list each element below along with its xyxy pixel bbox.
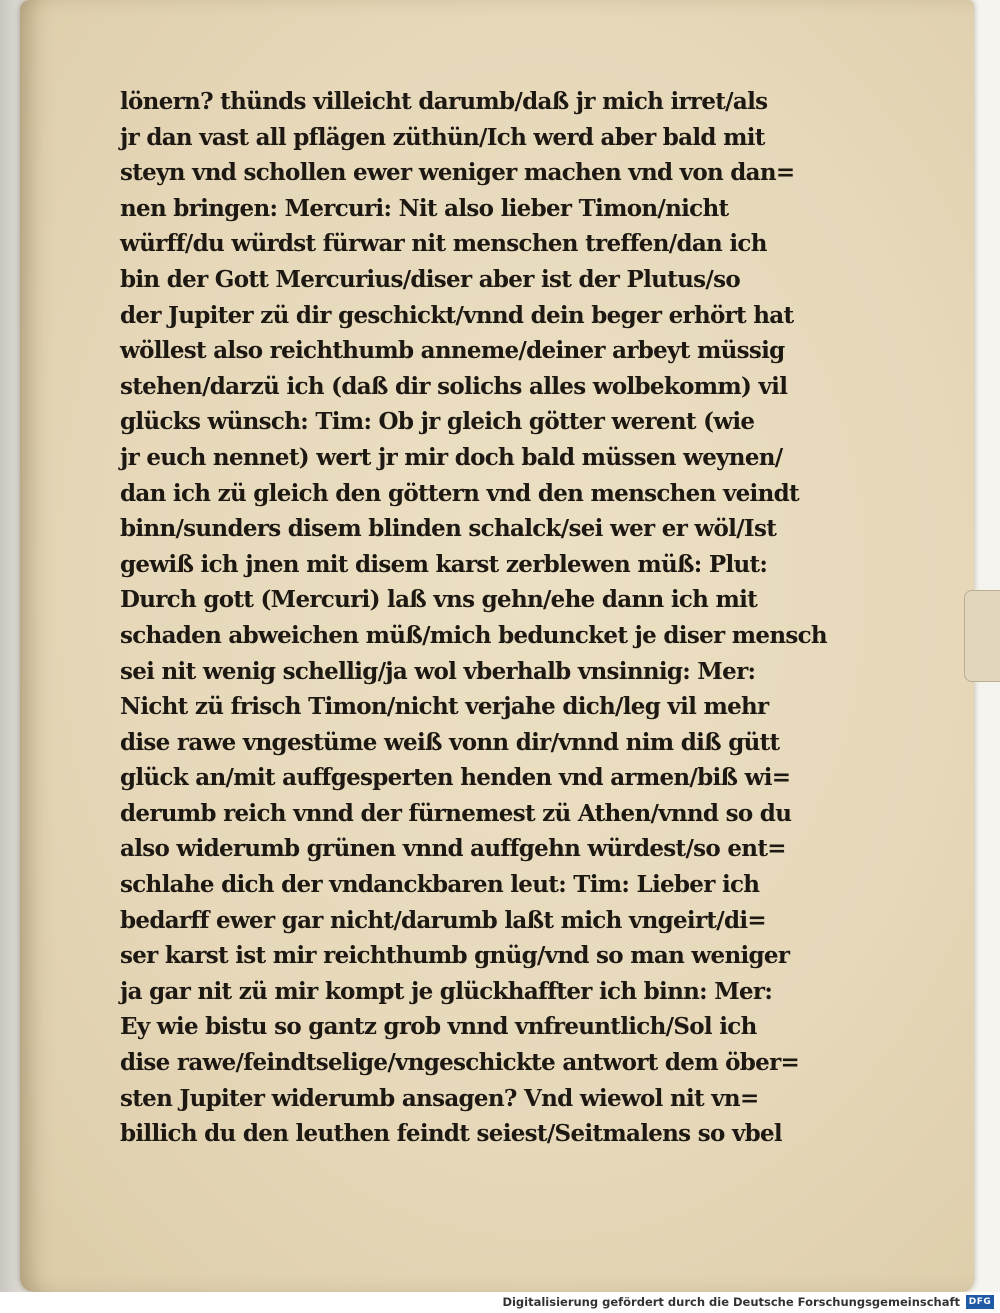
text-line: sei nit wenig schellig/ja wol vberhalb vnsinnig: Mer: [120,657,756,685]
text-line: steyn vnd schollen ewer weniger machen vnd von dan= [120,159,795,187]
text-line: sten Jupiter widerumb ansagen? Vnd wiewol nit vn= [120,1084,759,1112]
text-line: Ey wie bistu so gantz grob vnnd vnfreuntlich/Sol ich [120,1013,757,1041]
text-line: Nicht zü frisch Timon/nicht verjahe dich/leg vil mehr [120,693,769,721]
text-line: jr dan vast all pflägen züthün/Ich werd aber bald mit [120,123,765,151]
text-line: schaden abweichen müß/mich beduncket je diser mensch [120,621,827,649]
text-line: würff/du würdst fürwar nit menschen treffen/dan ich [120,230,767,258]
text-line: jr euch nennet) wert jr mir doch bald müssen weynen/ [120,443,783,471]
text-line: dise rawe vngestüme weiß vonn dir/vnnd nim diß gütt [120,728,780,756]
text-line: Durch gott (Mercuri) laß vns gehn/ehe dann ich mit [120,586,758,614]
funding-credit: Digitalisierung gefördert durch die Deutsche Forschungsgemeinschaft [502,1295,960,1309]
text-line: also widerumb grünen vnnd auffgehn würdest/so ent= [120,835,786,863]
text-line: binn/sunders disem blinden schalck/sei wer er wöl/Ist [120,515,777,543]
footer-bar [0,1292,1000,1313]
text-line: stehen/darzü ich (daß dir solichs alles wolbekomm) vil [120,372,788,400]
text-block [120,84,840,1152]
text-line: ja gar nit zü mir kompt je glückhaffter ich binn: Mer: [120,977,773,1005]
page-fold [964,590,1000,682]
text-line: glück an/mit auffgesperten henden vnd armen/biß wi= [120,764,791,792]
text-line: schlahe dich der vndanckbaren leut: Tim: Lieber ich [120,871,760,899]
text-line: billich du den leuthen feindt seiest/Seitmalens so vbel [120,1120,782,1148]
text-line: lönern? thünds villeicht darumb/daß jr mich irret/als [120,88,768,115]
text-line: dise rawe/feindtselige/vngeschickte antwort dem öber= [120,1049,800,1077]
text-line: nen bringen: Mercuri: Nit also lieber Timon/nicht [120,194,729,222]
text-line: dan ich zü gleich den göttern vnd den menschen veindt [120,479,799,507]
text-line: wöllest also reichthumb anneme/deiner arbeyt müssig [120,337,785,365]
text-line: glücks wünsch: Tim: Ob jr gleich götter werent (wie [120,408,755,436]
text-line: bedarff ewer gar nicht/darumb laßt mich vngeirt/di= [120,906,767,934]
text-line: ser karst ist mir reichthumb gnüg/vnd so man weniger [120,942,790,970]
text-line: bin der Gott Mercurius/diser aber ist der Plutus/so [120,265,740,293]
text-line: der Jupiter zü dir geschickt/vnnd dein beger erhört hat [120,301,794,329]
text-line: derumb reich vnnd der fürnemest zü Athen/vnnd so du [120,799,792,827]
dfg-logo: DFG [966,1295,994,1309]
text-line: gewiß ich jnen mit disem karst zerblewen müß: Plut: [120,550,768,578]
